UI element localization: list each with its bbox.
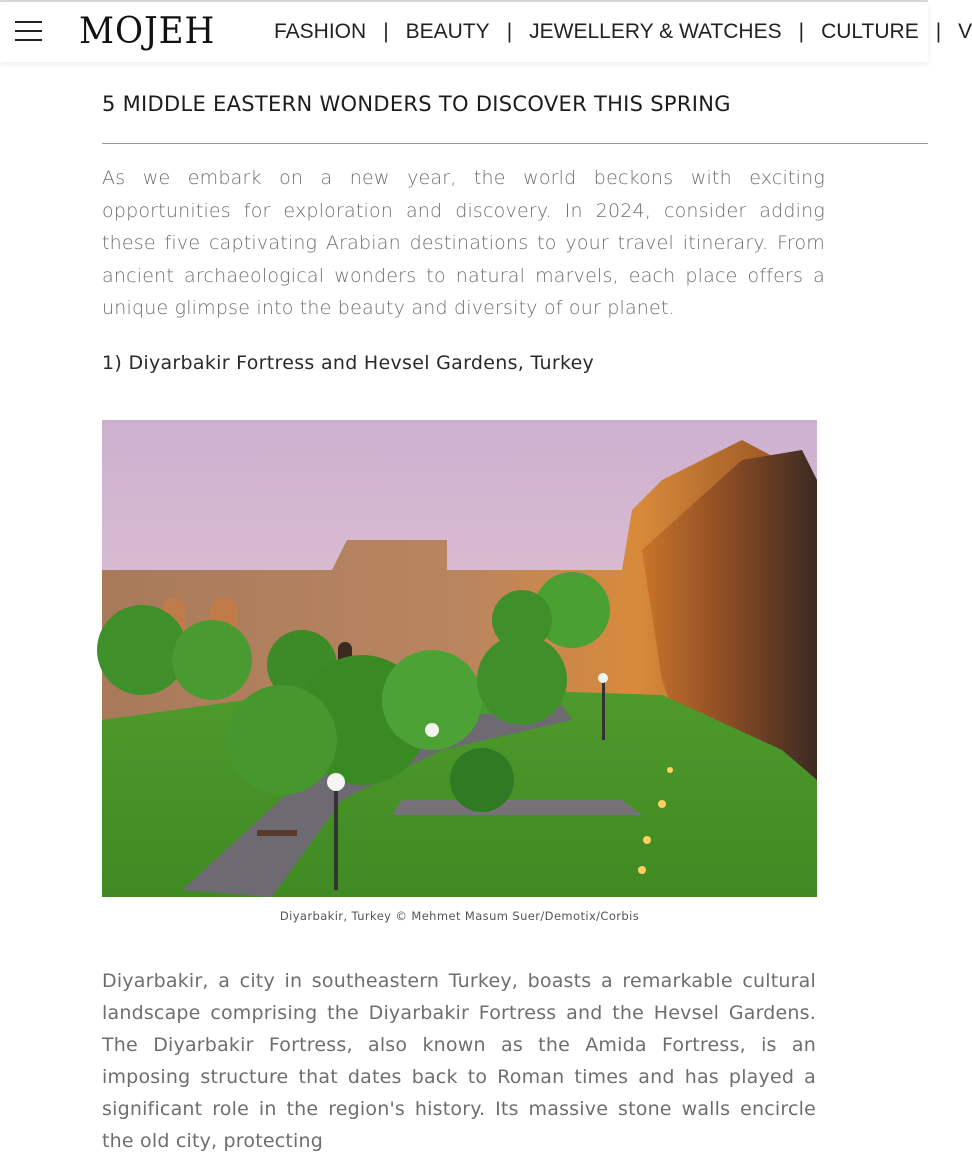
- main-nav: [274, 2, 972, 62]
- nav-item-jewellery-watches[interactable]: JEWELLERY & WATCHES: [529, 20, 782, 43]
- nav-separator: |: [506, 20, 513, 43]
- image-caption: Diyarbakir, Turkey © Mehmet Masum Suer/Demotix/Corbis: [279, 909, 640, 923]
- nav-item-truncated[interactable]: V: [958, 20, 972, 43]
- site-logo[interactable]: MOJEH: [79, 11, 216, 52]
- article-photo: [102, 420, 817, 897]
- section-heading: 1) Diyarbakir Fortress and Hevsel Gardens, Turkey: [102, 352, 595, 374]
- title-divider: [102, 143, 928, 144]
- nav-separator: |: [935, 20, 942, 43]
- nav-item-beauty[interactable]: BEAUTY: [405, 20, 490, 43]
- article-intro: As we embark on a new year, the world beckons with exciting opportunities for exploration and discovery. In 2024, consider adding these five captivating Arabian destinations to your travel itinerary. From ancient archaeological wonders to natural marvels, each place offers a unique glimpse into the beauty and diversity of our planet.: [102, 167, 825, 319]
- nav-separator: |: [383, 20, 389, 43]
- hamburger-menu-icon[interactable]: [15, 21, 42, 43]
- article-title: 5 MIDDLE EASTERN WONDERS TO DISCOVER THIS SPRING: [102, 92, 731, 116]
- nav-item-fashion[interactable]: FASHION: [274, 20, 367, 43]
- article-body: Diyarbakir, a city in southeastern Turkey, boasts a remarkable cultural landscape comprising the Diyarbakir Fortress and the Hevsel Gardens. The Diyarbakir Fortress, also known as the Amida Fortress, is an imposing structure that dates back to Roman times and has played a significant role in the region's history. Its massive stone walls encircle the old city, protecting: [102, 970, 816, 1152]
- nav-item-culture[interactable]: CULTURE: [821, 20, 919, 43]
- site-header: [0, 2, 972, 62]
- nav-separator: |: [798, 20, 805, 43]
